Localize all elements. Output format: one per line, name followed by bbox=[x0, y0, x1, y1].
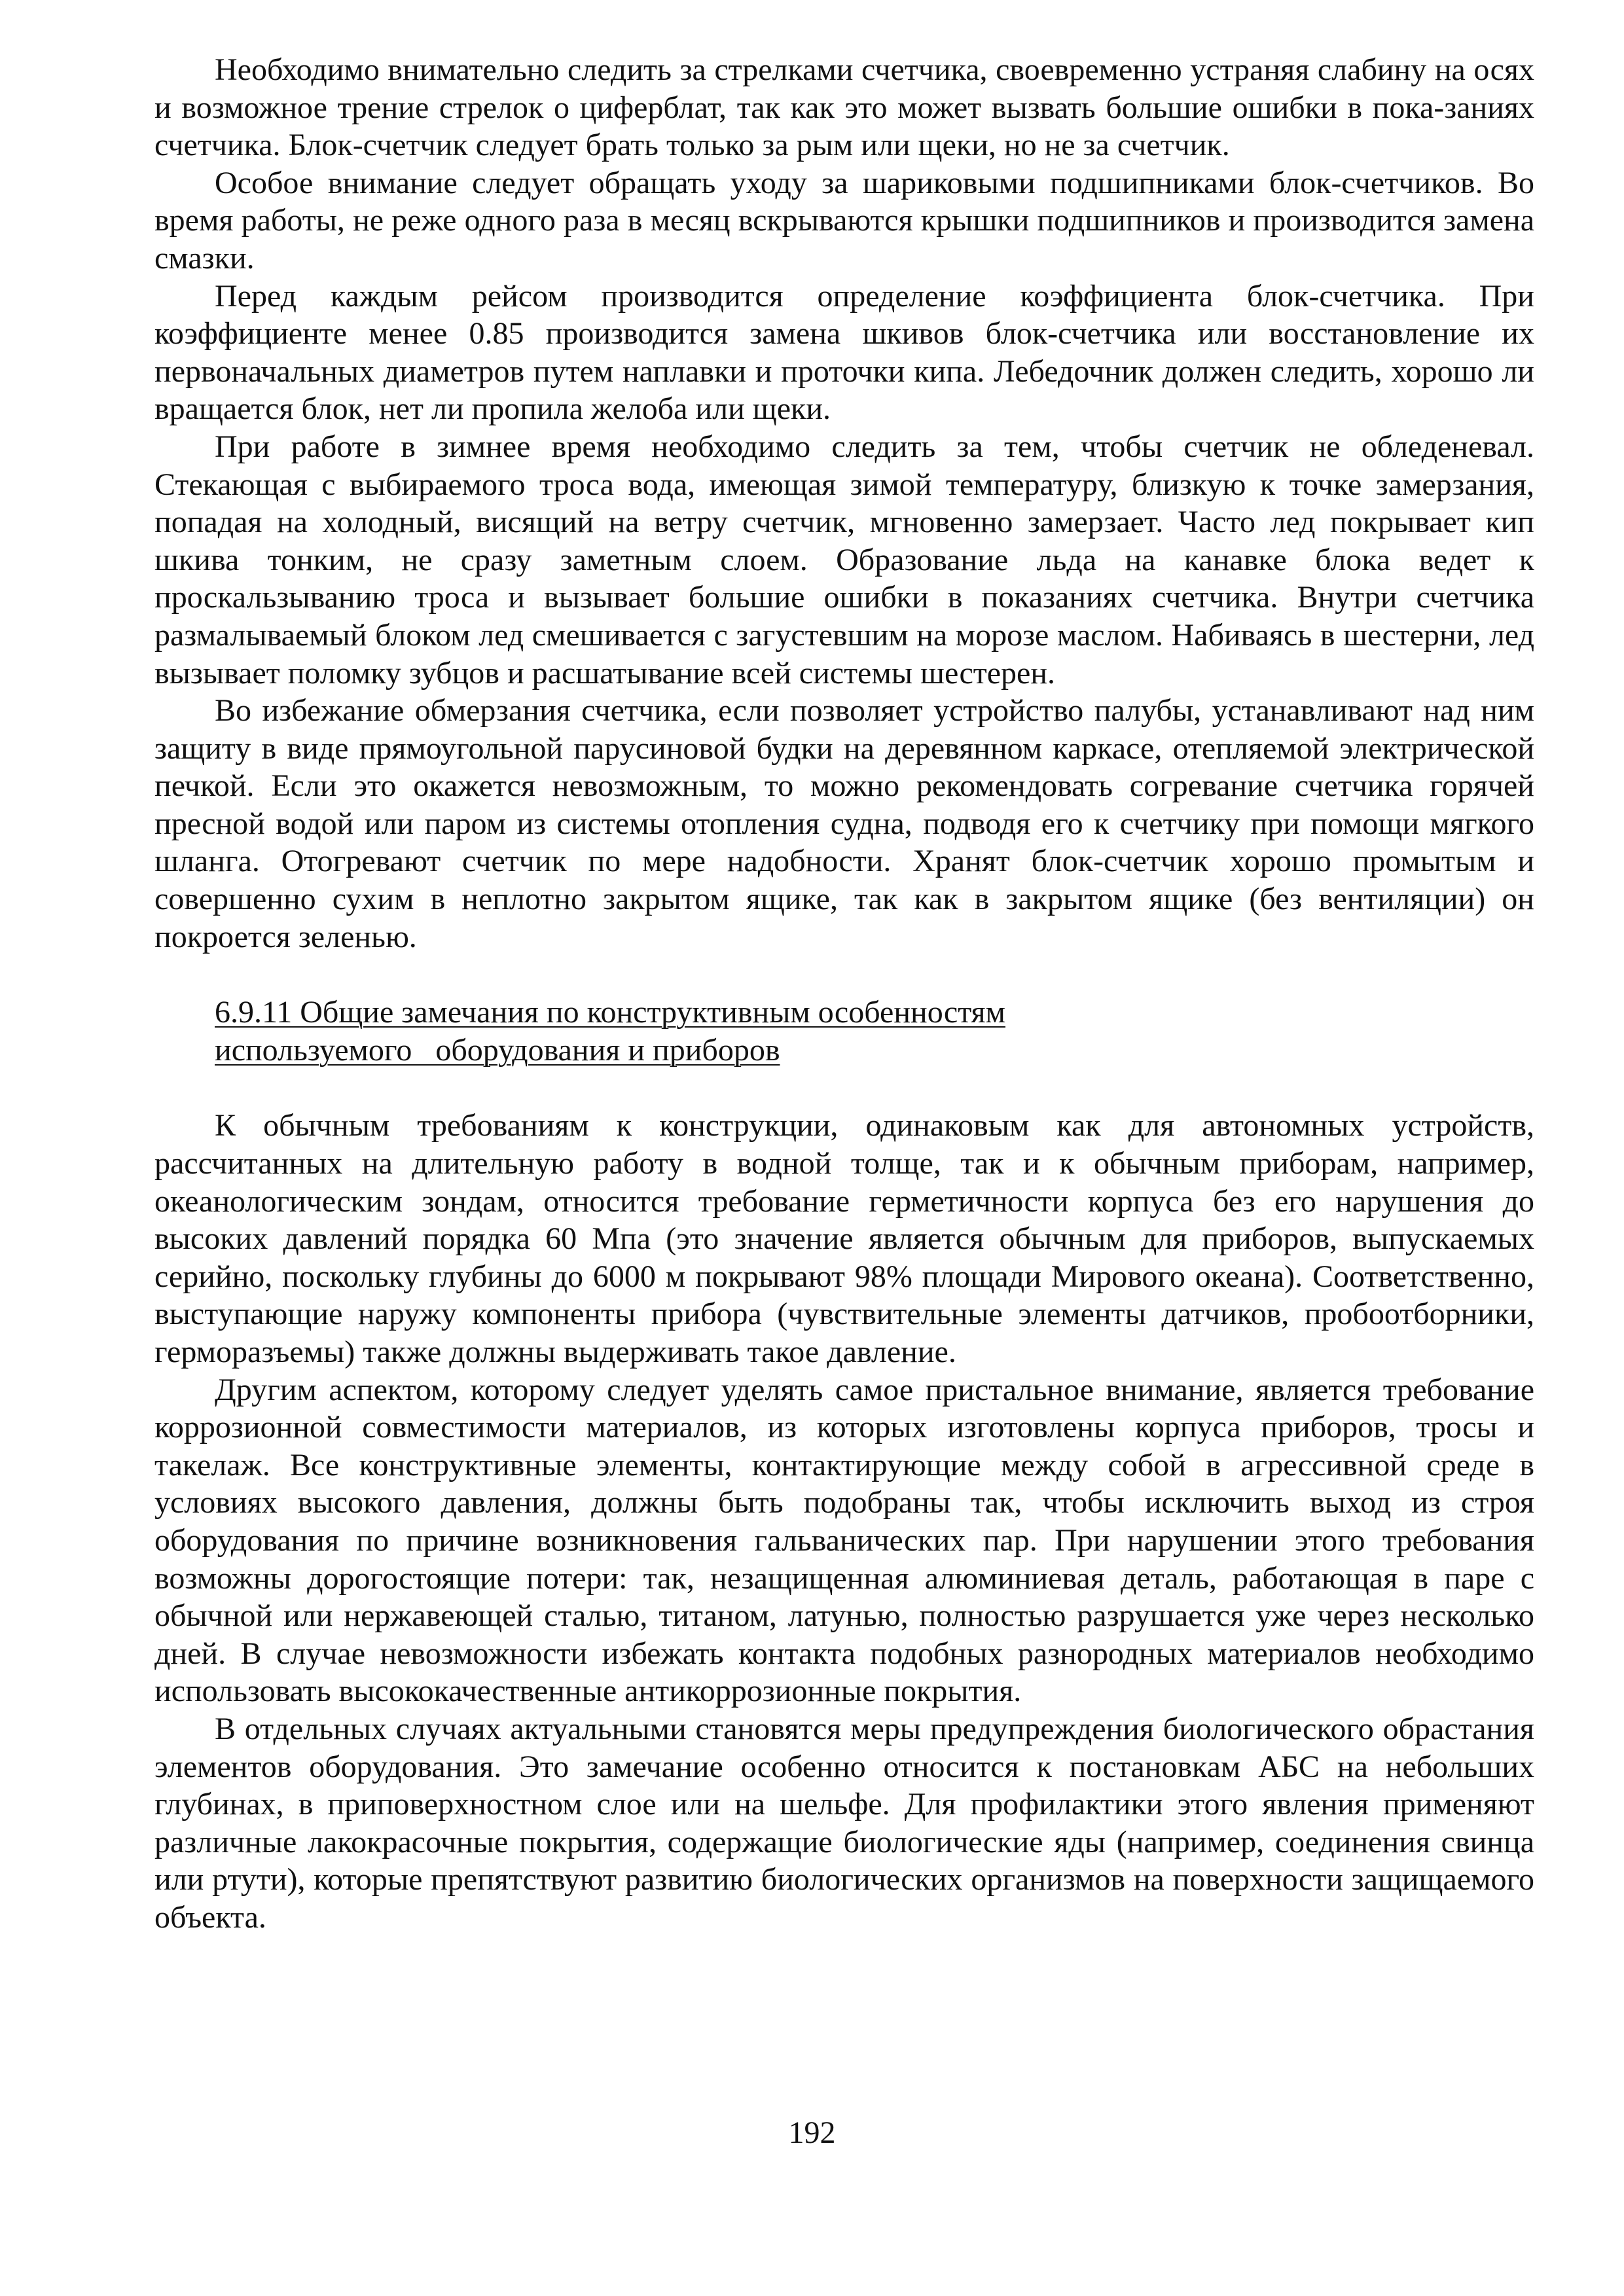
paragraph-icing-prevention: Во избежание обмерзания счетчика, если позволяет устройство палубы, устанавливают над ним защиту в виде прямоугольной парусиновой будки на деревянном каркасе, отепляемой электрической печкой. Если это окажется невозможным, то можно рекомендовать согревание счетчика горячей пресной водой или паром из системы отопления судна, подводя его к счетчику при помощи мягкого шланга. Отогревают счетчик по мере надобности. Хранят блок-счетчик хорошо промытым и совершенно сухим в неплотно закрытом ящике, так как в закрытом ящике (без вентиляции) он покроется зеленью. bbox=[154, 693, 1534, 954]
paragraph-winter-icing: При работе в зимнее время необходимо следить за тем, чтобы счетчик не обледеневал. Стекающая с выбираемого троса вода, имеющая зимой температуру, близкую к точке замерзания, попадая на холодный, висящий на ветру счетчик, мгновенно замерзает. Часто лед покрывает кип шкива тонким, не сразу заметным слоем. Образование льда на канавке блока ведет к проскальзыванию троса и вызывает большие ошибки в показаниях счетчика. Внутри счетчика размалываемый блоком лед смешивается с загустевшим на морозе маслом. Набиваясь в шестерни, лед вызывает поломку зубцов и расшатывание всей системы шестерен. bbox=[154, 429, 1534, 691]
paragraph-pressure-requirements: К обычным требованиям к конструкции, одинаковым как для автономных устройств, рассчитанных на длительную работу в водной толще, так и к обычным приборам, например, океанологическим зондам, относится требование герметичности корпуса без его нарушения до высоких давлений порядка 60 Мпа (это значение является обычным для приборов, выпускаемых серийно, поскольку глубины до 6000 м покрывают 98% площади Мирового океана). Соответственно, выступающие наружу компоненты прибора (чувствительные элементы датчиков, пробоотборники, герморазъемы) также должны выдерживать такое давление. bbox=[154, 1108, 1534, 1369]
section-heading bbox=[154, 994, 1534, 1069]
paragraph-biofouling: В отдельных случаях актуальными становятся меры предупреждения биологического обрастания элементов оборудования. Это замечание особенно относится к постановкам АБС на небольших глубинах, в приповерхностном слое или на шельфе. Для профилактики этого явления применяют различные лакокрасочные покрытия, содержащие биологические яды (например, соединения свинца или ртути), которые препятствуют развитию биологических организмов на поверхности защищаемого объекта. bbox=[154, 1711, 1534, 1935]
paragraph-corrosion: Другим аспектом, которому следует уделять самое пристальное внимание, является требование коррозионной совместимости материалов, из которых изготовлены корпуса приборов, тросы и такелаж. Все конструктивные элементы, контактирующие между собой в агрессивной среде в условиях высокого давления, должны быть подобраны так, чтобы исключить выход из строя оборудования по причине возникновения гальванических пар. При нарушении этого требования возможны дорогостоящие потери: так, незащищенная алюминиевая деталь, работающая в паре с обычной или нержавеющей сталью, титаном, латунью, полностью разрушается уже через несколько дней. В случае невозможности избежать контакта подобных разнородных материалов необходимо использовать высококачественные антикоррозионные покрытия. bbox=[154, 1372, 1534, 1709]
paragraph-coefficient: Перед каждым рейсом производится определение коэффициента блок-счетчика. При коэффициенте менее 0.85 производится замена шкивов блок-счетчика или восстановление их первоначальных диаметров путем наплавки и проточки кипа. Лебедочник должен следить, хорошо ли вращается блок, нет ли пропила желоба или щеки. bbox=[154, 278, 1534, 427]
section-spacer-bottom bbox=[154, 1069, 1534, 1107]
section-heading-line-2: используемого оборудования и приборов bbox=[215, 1032, 780, 1067]
section-spacer-top bbox=[154, 956, 1534, 994]
paragraph-bearings: Особое внимание следует обращать уходу за шариковыми подшипниками блок-счетчиков. Во время работы, не реже одного раза в месяц вскрываются крышки подшипников и производится замена смазки. bbox=[154, 165, 1534, 276]
paragraph-counter-hands: Необходимо внимательно следить за стрелками счетчика, своевременно устраняя слабину на осях и возможное трение стрелок о циферблат, так как это может вызвать большие ошибки в пока-заниях счетчика. Блок-счетчик следует брать только за рым или щеки, но не за счетчик. bbox=[154, 52, 1534, 163]
section-heading-line-1: 6.9.11 Общие замечания по конструктивным особенностям bbox=[215, 995, 1005, 1030]
page-body bbox=[154, 51, 1534, 1937]
page-number: 192 bbox=[788, 2115, 836, 2150]
